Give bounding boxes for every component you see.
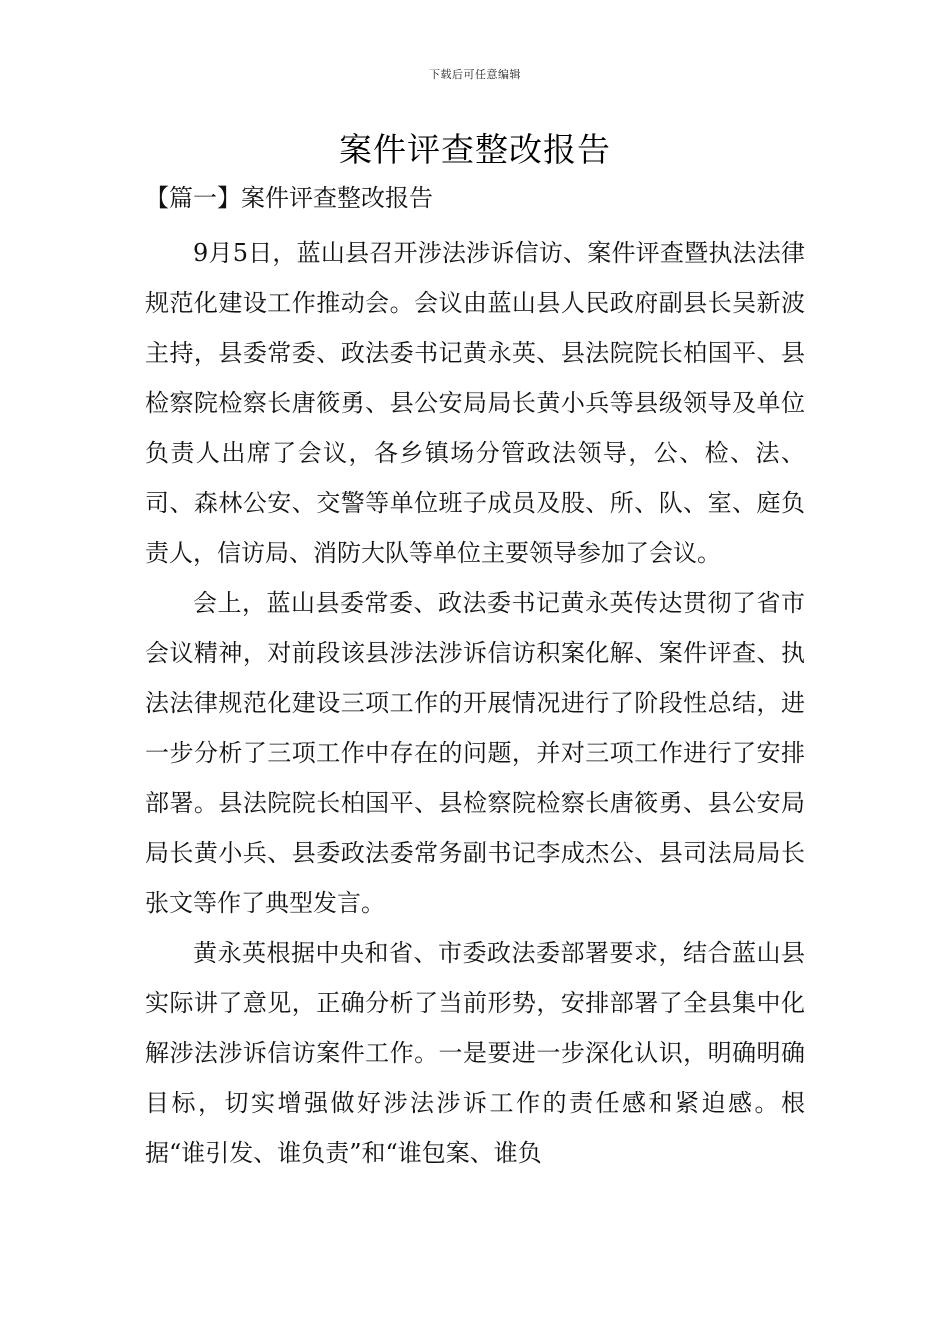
page-header-note: 下载后可任意编辑 <box>429 68 521 81</box>
document-body <box>145 228 805 1178</box>
paragraph-3: 黄永英根据中央和省、市委政法委部署要求，结合蓝山县实际讲了意见，正确分析了当前形势，安排部署了全县集中化解涉法涉诉信访案件工作。一是要进一步深化认识，明确明确目标，切实增强做好涉法涉诉工作的责任感和紧迫感。根据“谁引发、谁负责”和“谁包案、谁负 <box>145 939 805 1167</box>
paragraph-1: 9月5日，蓝山县召开涉法涉诉信访、案件评查暨执法法律规范化建设工作推动会。会议由蓝山县人民政府副县长吴新波主持，县委常委、政法委书记黄永英、县法院院长柏国平、县检察院检察长唐筱勇、县公安局局长黄小兵等县级领导及单位负责人出席了会议，各乡镇场分管政法领导，公、检、法、司、森林公安、交警等单位班子成员及股、所、队、室、庭负责人，信访局、消防大队等单位主要领导参加了会议。 <box>145 239 805 567</box>
section-heading: 【篇一】案件评查整改报告 <box>145 184 433 212</box>
document-title: 案件评查整改报告 <box>339 130 611 169</box>
paragraph-2: 会上，蓝山县委常委、政法委书记黄永英传达贯彻了省市会议精神，对前段该县涉法涉诉信访积案化解、案件评查、执法法律规范化建设三项工作的开展情况进行了阶段性总结，进一步分析了三项工作中存在的问题，并对三项工作进行了安排部署。县法院院长柏国平、县检察院检察长唐筱勇、县公安局局长黄小兵、县委政法委常务副书记李成杰公、县司法局局长张文等作了典型发言。 <box>145 589 805 917</box>
